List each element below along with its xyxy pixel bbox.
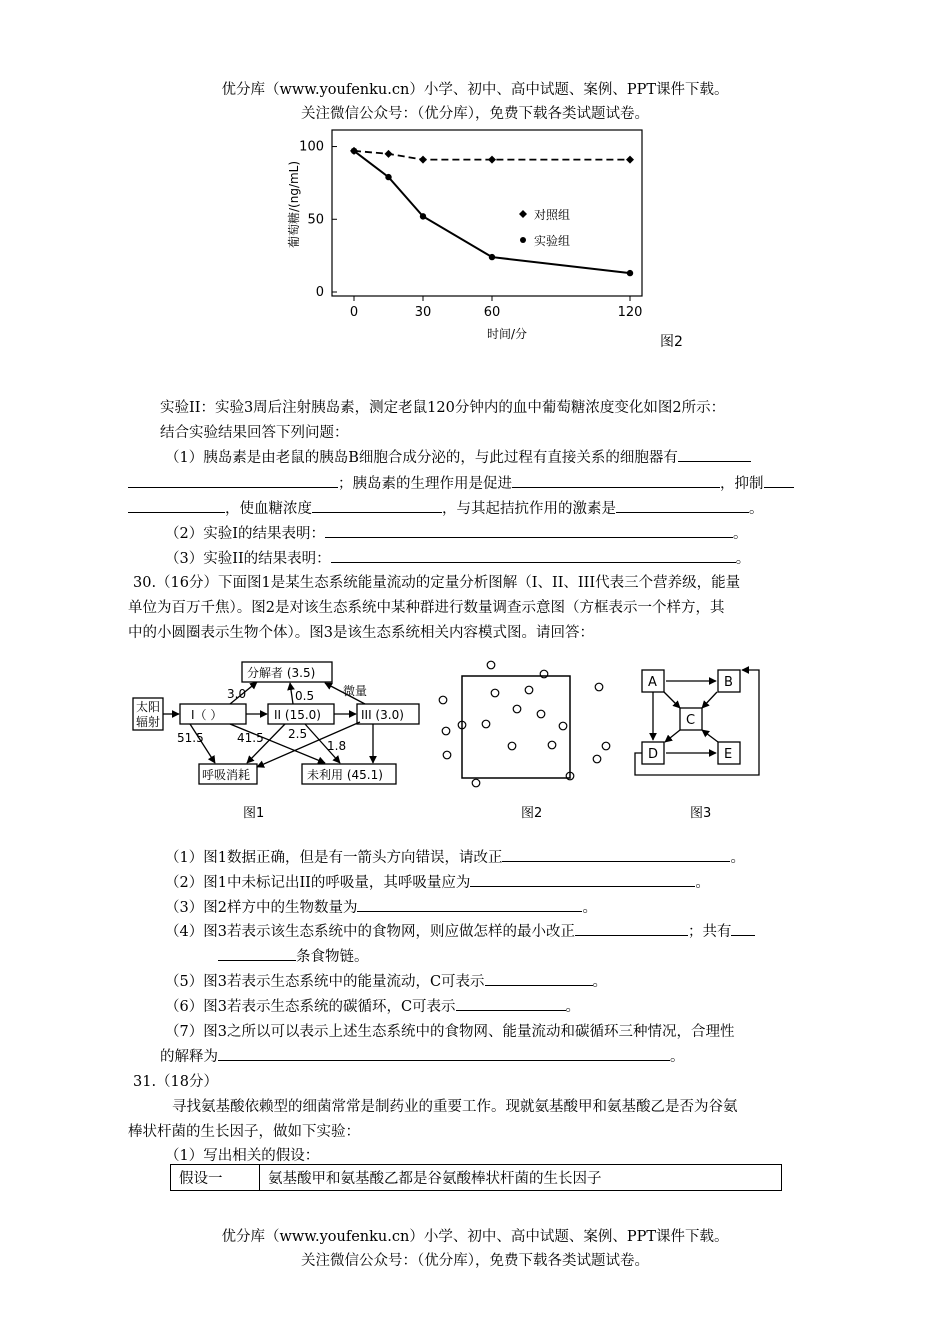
answer-blank[interactable] xyxy=(678,447,751,462)
q30-q4: （4）图3若表示该生态系统中的食物网，则应做怎样的最小改正 ；共有 xyxy=(165,920,755,941)
q31-para-1: 寻找氨基酸依赖型的细菌常常是制药业的重要工作。现就氨基酸甲和氨基酸乙是否为谷氨 xyxy=(172,1099,738,1115)
x-tick-label: 30 xyxy=(414,305,432,320)
control-point xyxy=(385,150,393,158)
individual xyxy=(472,779,480,787)
answer-intro: 结合实验结果回答下列问题： xyxy=(160,425,349,441)
energy-flow-diagram xyxy=(133,662,419,784)
header-line-2: 关注微信公众号：（优分库），免费下载各类试题试卷。 xyxy=(301,106,649,122)
individual xyxy=(525,686,533,694)
q30-q7: （7）图3之所以可以表示上述生态系统中的食物网、能量流动和碳循环三种情况，合理性 xyxy=(165,1024,735,1040)
experiment-point xyxy=(351,148,357,154)
individual xyxy=(491,689,499,697)
answer-blank[interactable] xyxy=(331,548,736,563)
value-2-5: 2.5 xyxy=(288,727,308,741)
decomposer-label: 分解者 (3.5) xyxy=(247,666,316,680)
level-1-label: I（ ） xyxy=(191,708,223,722)
individual xyxy=(595,683,603,691)
answer-blank[interactable] xyxy=(218,946,296,961)
legend-marker-experiment xyxy=(520,237,526,243)
x-tick-label: 60 xyxy=(483,305,501,320)
control-point xyxy=(419,156,427,164)
individual xyxy=(602,742,610,750)
table-row xyxy=(171,1165,782,1191)
q2-text: （2）实验I的结果表明： xyxy=(165,526,325,542)
value-1-8: 1.8 xyxy=(327,739,347,753)
q1-text-a: （1）胰岛素是由老鼠的胰岛B细胞合成分泌的，与此过程有直接关系的细胞器有 xyxy=(165,450,678,466)
individual xyxy=(513,705,521,713)
q3-line: （3）实验II的结果表明： 。 xyxy=(165,547,750,568)
q1-text-e: ，与其起拮抗作用的激素是 xyxy=(442,501,616,517)
trace-label: 微量 xyxy=(343,684,368,698)
experiment-point xyxy=(489,254,495,260)
q1-line-3: ，使血糖浓度 ，与其起拮抗作用的激素是 。 xyxy=(128,497,764,518)
sun-label-1: 太阳 xyxy=(136,700,161,714)
individual xyxy=(559,722,567,730)
answer-blank[interactable] xyxy=(470,872,695,887)
legend-marker-control xyxy=(519,210,527,218)
footer-line-2: 关注微信公众号：（优分库），免费下载各类试题试卷。 xyxy=(301,1253,649,1269)
q30-intro-1: 30.（16分）下面图1是某生态系统能量流动的定量分析图解（I、II、III代表三个营养级，能量 xyxy=(133,575,741,591)
answer-blank[interactable] xyxy=(731,921,755,936)
individual xyxy=(487,661,495,669)
footer-line-1: 优分库（www.youfenku.cn）小学、初中、高中试题、案例、PPT课件下载。 xyxy=(221,1229,729,1245)
legend xyxy=(519,207,570,248)
individual xyxy=(443,751,451,759)
answer-blank[interactable] xyxy=(456,996,566,1011)
node-c-label: C xyxy=(686,713,696,728)
x-tick-label: 0 xyxy=(349,305,359,320)
q30-figures xyxy=(125,652,815,828)
sun-label-2: 辐射 xyxy=(136,715,161,729)
level-3-label: III (3.0) xyxy=(361,708,404,722)
answer-blank[interactable] xyxy=(357,897,582,912)
answer-blank[interactable] xyxy=(325,523,733,538)
arrow-2-to-decomposer xyxy=(290,683,293,704)
figure-caption: 图2 xyxy=(660,334,683,350)
hypothesis-text: 氨基酸甲和氨基酸乙都是谷氨酸棒状杆菌的生长因子 xyxy=(260,1165,782,1191)
node-d-label: D xyxy=(648,747,659,762)
y-tick-label: 100 xyxy=(299,139,324,155)
legend-label-control: 对照组 xyxy=(534,208,571,222)
chart-frame xyxy=(332,130,642,296)
quadrat-diagram xyxy=(439,661,610,787)
node-b-label: B xyxy=(724,675,733,690)
legend-label-experiment: 实验组 xyxy=(534,234,571,248)
x-tick-label: 120 xyxy=(617,305,643,320)
node-a-label: A xyxy=(648,675,657,690)
q31-q1: （1）写出相关的假设： xyxy=(165,1148,320,1164)
q30-q1: （1）图1数据正确，但是有一箭头方向错误，请改正 。 xyxy=(165,846,745,867)
answer-blank[interactable] xyxy=(485,971,593,986)
q1-text-d: ，使血糖浓度 xyxy=(225,501,312,517)
value-3-0: 3.0 xyxy=(227,687,247,701)
q1-text-b: ；胰岛素的生理作用是促进 xyxy=(338,476,512,492)
answer-blank[interactable] xyxy=(512,473,720,488)
control-point xyxy=(626,156,634,164)
answer-blank[interactable] xyxy=(128,473,338,488)
glucose-chart xyxy=(280,124,700,356)
hypothesis-table xyxy=(170,1164,782,1191)
header-line-1: 优分库（www.youfenku.cn）小学、初中、高中试题、案例、PPT课件下载。 xyxy=(221,82,729,98)
individual xyxy=(593,755,601,763)
answer-blank[interactable] xyxy=(128,498,225,513)
quadrat-frame xyxy=(462,676,570,778)
answer-blank[interactable] xyxy=(616,498,749,513)
y-tick-label: 50 xyxy=(307,212,324,228)
individual xyxy=(537,710,545,718)
q1-line-2 xyxy=(128,472,794,493)
q30-intro-3: 中的小圆圈表示生物个体）。图3是该生态系统相关内容模式图。请回答： xyxy=(128,625,594,641)
q30-q3: （3）图2样方中的生物数量为 。 xyxy=(165,896,597,917)
individual xyxy=(442,727,450,735)
q30-q2: （2）图1中未标记出II的呼吸量，其呼吸量应为 。 xyxy=(165,871,710,892)
q1-line-1 xyxy=(165,446,751,467)
answer-blank[interactable] xyxy=(312,498,442,513)
figure-1-caption: 图1 xyxy=(243,806,265,821)
value-0-5: 0.5 xyxy=(295,689,315,703)
q31-para-2: 棒状杆菌的生长因子，做如下实验： xyxy=(128,1124,360,1140)
experiment-point xyxy=(385,174,391,180)
value-51-5: 51.5 xyxy=(177,731,204,745)
figure-2-caption: 图2 xyxy=(521,806,543,821)
answer-blank[interactable] xyxy=(218,1046,670,1061)
level-2-label: II (15.0) xyxy=(274,708,321,722)
unused-label: 未利用 (45.1) xyxy=(307,768,383,782)
experiment-point xyxy=(627,270,633,276)
experiment-point xyxy=(420,213,426,219)
hypothesis-label: 假设一 xyxy=(171,1165,260,1191)
q3-text: （3）实验II的结果表明： xyxy=(165,551,331,567)
q30-q4-cont: 条食物链。 xyxy=(218,945,369,966)
exp2-text: 实验II：实验3周后注射胰岛素，测定老鼠120分钟内的血中葡萄糖浓度变化如图2所示： xyxy=(160,400,726,416)
answer-blank[interactable] xyxy=(575,921,688,936)
q30-intro-2: 单位为百万千焦）。图2是对该生态系统中某种群进行数量调查示意图（方框表示一个样方，其 xyxy=(128,600,725,616)
answer-blank[interactable] xyxy=(502,847,730,862)
individual xyxy=(548,741,556,749)
figure-3-caption: 图3 xyxy=(690,806,712,821)
individual xyxy=(482,720,490,728)
individual xyxy=(439,696,447,704)
node-e-label: E xyxy=(724,747,733,762)
q30-q6: （6）图3若表示生态系统的碳循环，C可表示 。 xyxy=(165,995,580,1016)
q31-title: 31.（18分） xyxy=(133,1074,219,1090)
individual xyxy=(508,742,516,750)
control-point xyxy=(488,156,496,164)
x-axis-label: 时间/分 xyxy=(487,327,528,341)
value-41-5: 41.5 xyxy=(237,731,264,745)
q2-line: （2）实验I的结果表明： 。 xyxy=(165,522,747,543)
answer-blank[interactable] xyxy=(764,473,794,488)
q30-q7-cont: 的解释为 。 xyxy=(160,1045,685,1066)
respiration-label: 呼吸消耗 xyxy=(202,768,251,782)
y-tick-label: 0 xyxy=(315,285,324,300)
q30-q5: （5）图3若表示生态系统中的能量流动，C可表示 。 xyxy=(165,970,607,991)
q1-text-c: ，抑制 xyxy=(720,476,764,492)
y-axis-label: 葡萄糖/(ng/mL) xyxy=(287,160,301,248)
